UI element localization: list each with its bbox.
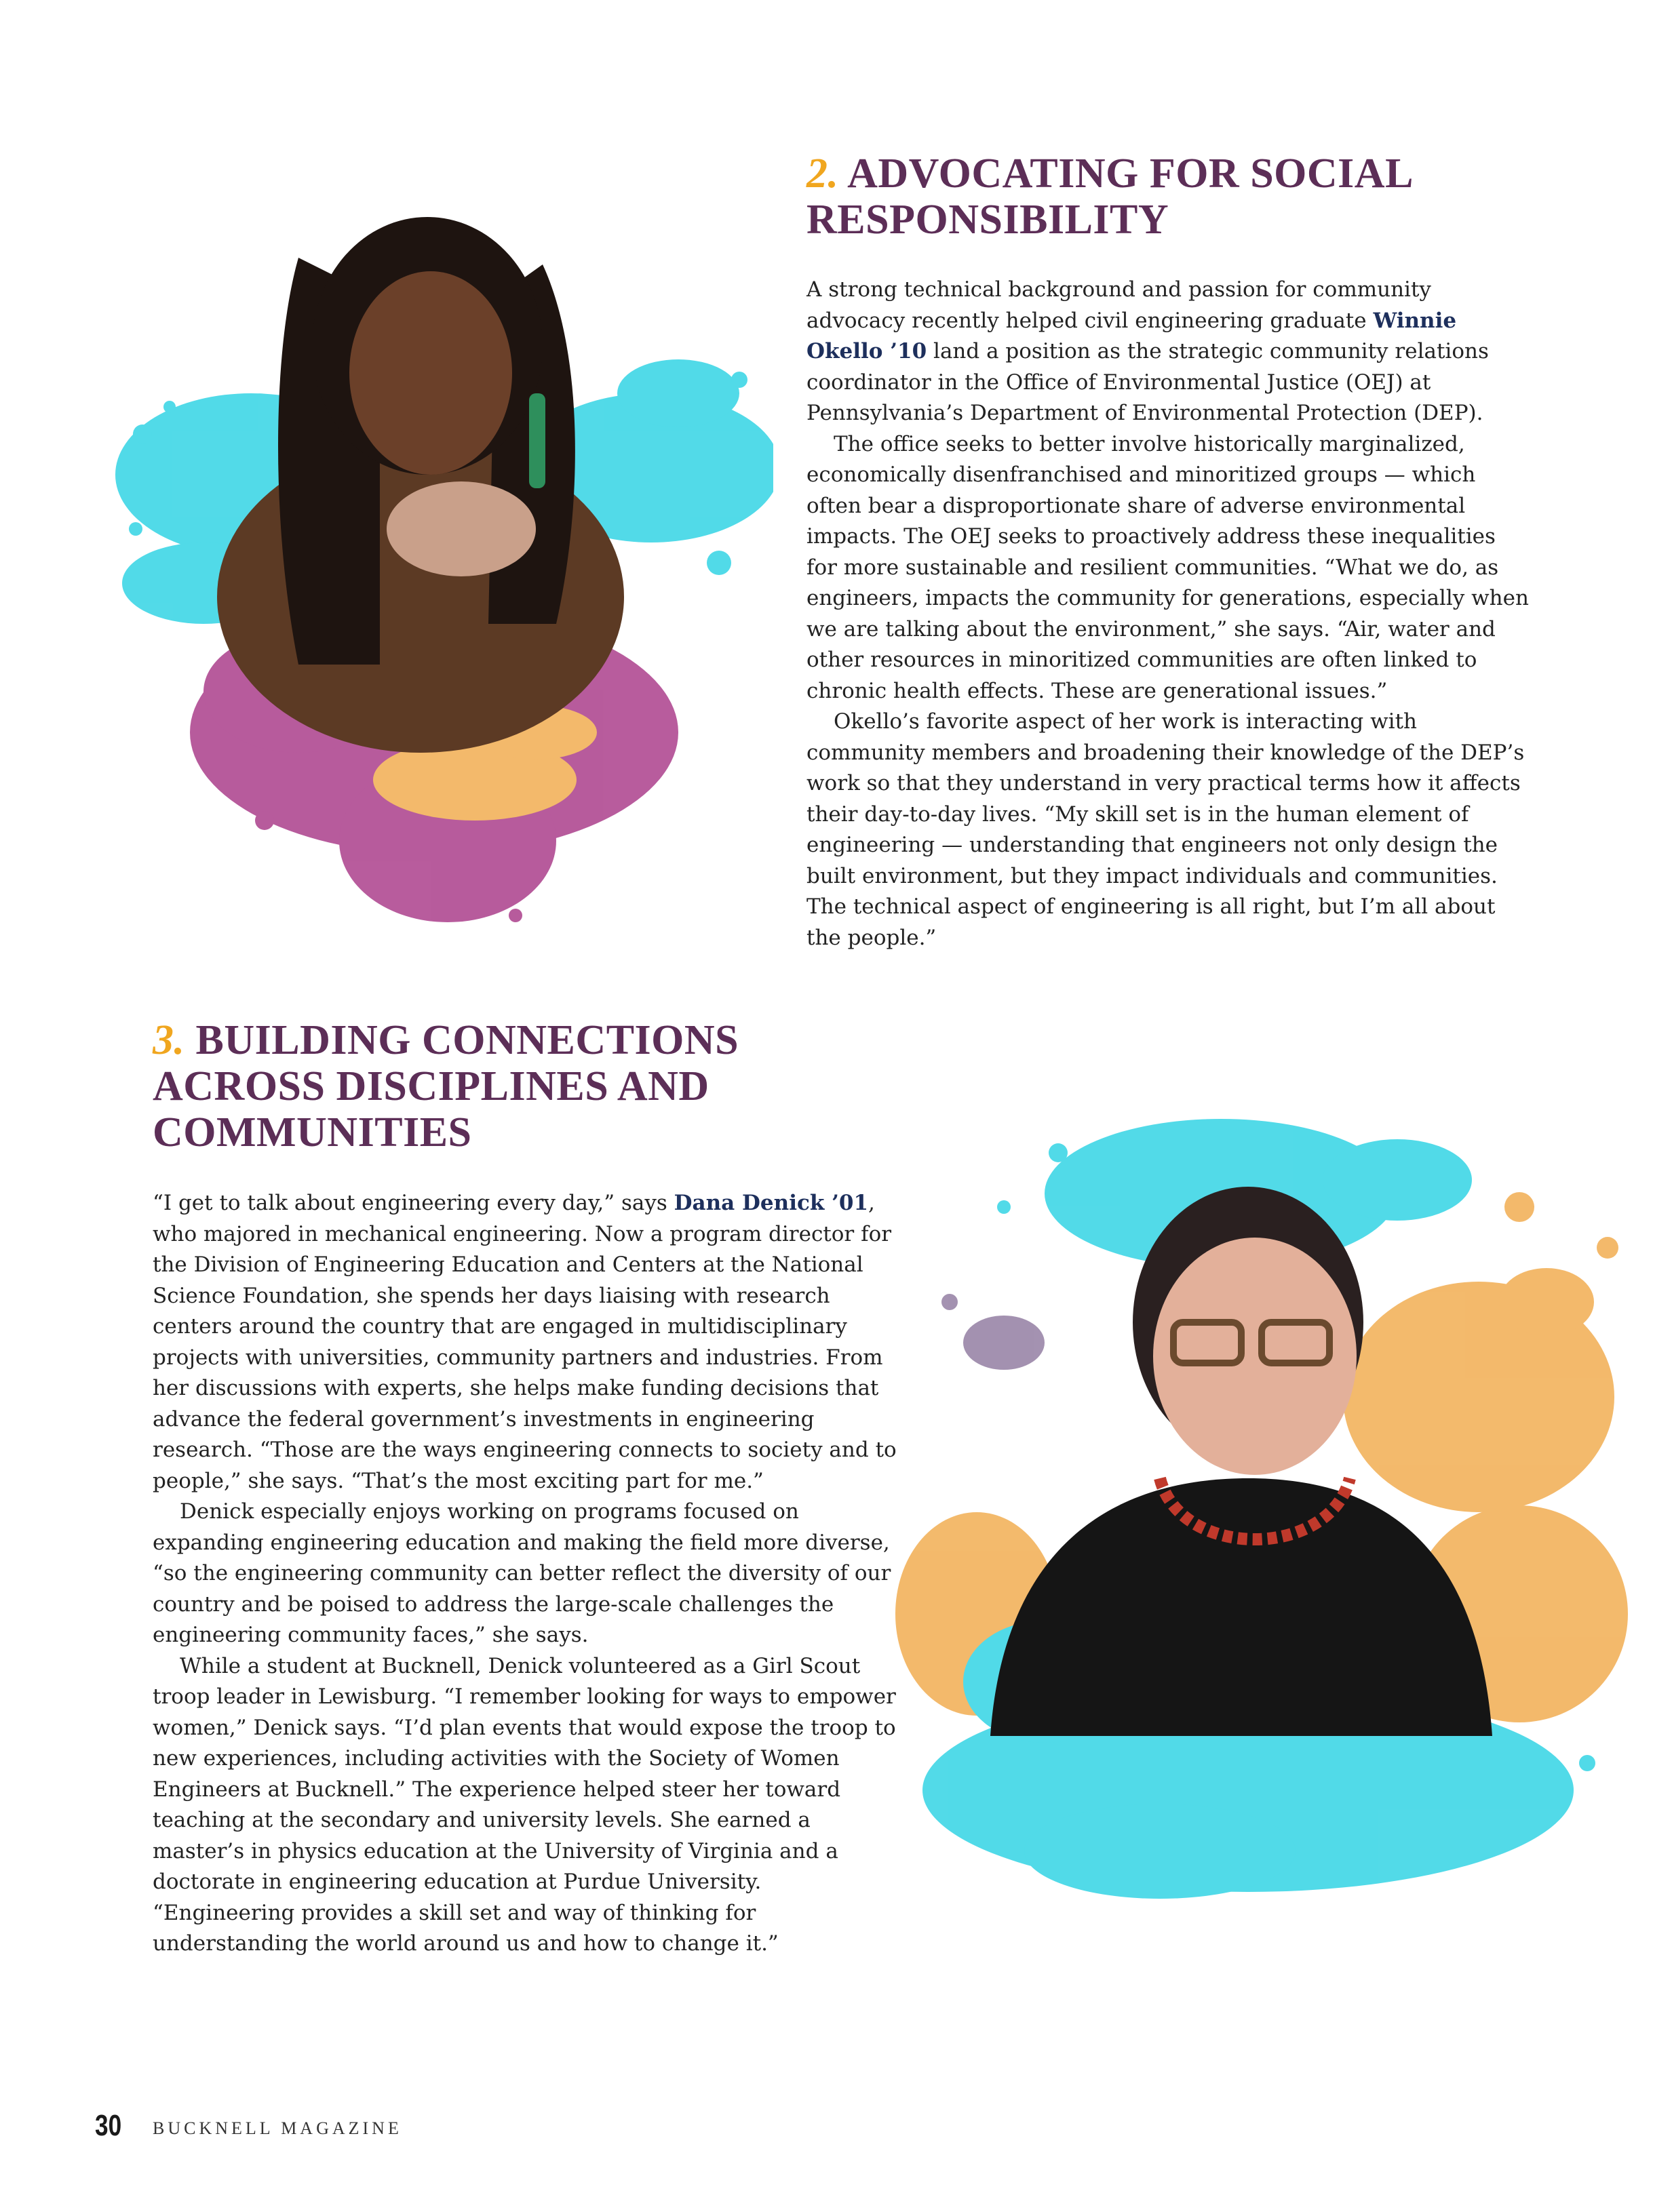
section-2-paragraph-1: A strong technical background and passion for community advocacy recently helped civil engineering graduate Winnie Okello ’10 land a position as the strategic community relations coordinator in the Office of Environmental Justice (OEJ) at Pennsylvania’s Department of Environmental Protection (DEP).	[806, 277, 1489, 425]
section-2-body	[806, 275, 1529, 953]
section-2-title-line-2: RESPONSIBILITY	[806, 197, 1169, 243]
section-2-title-line-1: ADVOCATING FOR SOCIAL	[847, 151, 1414, 197]
section-3-paragraph-2: Denick especially enjoys working on programs focused on expanding engineering education and making the field more diverse, “so the engineering community can better reflect the diversity of our country and be poised to address the large-scale challenges the engineering community faces,” she says.	[153, 1499, 891, 1647]
section-3-title-line-1: BUILDING CONNECTIONS	[195, 1017, 739, 1063]
page-number: 30	[95, 2109, 122, 2142]
section-2-paragraph-2: The office seeks to better involve historically marginalized, economically disenfranchised and minoritized groups — which often bear a disproportionate share of adverse environmental impacts. The OEJ seeks to proactively address these inequalities for more sustainable and resilient communities. “What we do, as engineers, impacts the community for generations, especially when we are talking about the environment,” she says. “Air, water and other resources in minoritized communities are often linked to chronic health effects. These are generational issues.”	[806, 431, 1529, 703]
publication-name: BUCKNELL MAGAZINE	[153, 2118, 402, 2138]
section-2-paragraph-3: Okello’s favorite aspect of her work is interacting with community members and broadening their knowledge of the DEP’s work so that they understand in very practical terms how it affects their day-to-day lives. “My skill set is in the human element of engineering — understanding that engineers not only design the built environment, but they impact individuals and communities. The technical aspect of engineering is all right, but I’m all about the people.”	[806, 709, 1525, 950]
section-3-paragraph-1: “I get to talk about engineering every day,” says Dana Denick ’01, who majored in mechanical engineering. Now a program director for the Division of Engineering Education and Centers at the National Science Foundation, she spends her days liaising with research centers around the country that are engaged in multidisciplinary projects with universities, community partners and industries. From her discussions with experts, she helps make funding decisions that advance the federal government’s investments in engineering research. “Those are the ways engineering connects to society and to people,” she says. “That’s the most exciting part for me.”	[153, 1191, 897, 1493]
section-2-heading	[806, 151, 1587, 243]
section-3-heading	[153, 1017, 933, 1156]
okello-splash-illustration	[95, 149, 773, 949]
okello-portrait	[95, 149, 773, 949]
section-3-number: 3.	[153, 1017, 185, 1063]
okello-name: Winnie Okello ’10	[806, 308, 1457, 363]
denick-splash-illustration	[868, 1099, 1641, 1926]
section-3-paragraph-3: While a student at Bucknell, Denick volunteered as a Girl Scout troop leader in Lewisburg. “I remember looking for ways to empower women,” Denick says. “I’d plan events that would expose the troop to new experiences, including activities with the Society of Women Engineers at Bucknell.” The experience helped steer her toward teaching at the secondary and university levels. She earned a master’s in physics education at the University of Virginia and a doctorate in engineering education at Purdue University. “Engineering provides a skill set and way of thinking for understanding the world around us and how to change it.”	[153, 1653, 896, 1956]
section-2-number: 2.	[806, 151, 839, 197]
denick-portrait	[868, 1099, 1641, 1926]
section-3-title-line-2: ACROSS DISCIPLINES AND	[153, 1063, 709, 1109]
section-3-title-line-3: COMMUNITIES	[153, 1109, 472, 1156]
denick-name: Dana Denick ’01	[674, 1191, 869, 1215]
section-3-body	[153, 1188, 899, 1960]
